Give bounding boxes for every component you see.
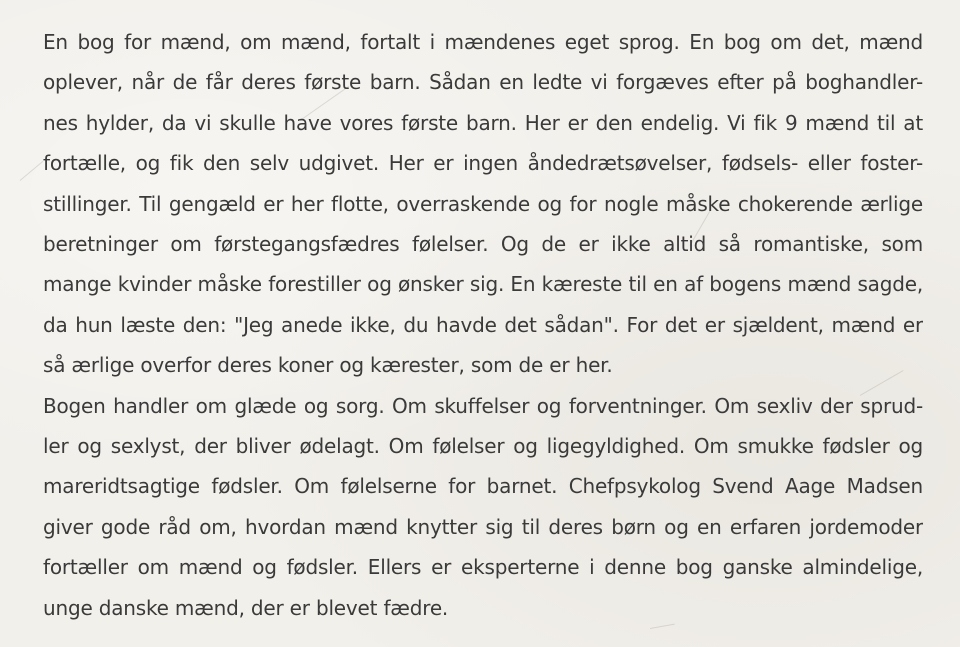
text-line: En bog for mænd, om mænd, fortalt i mændenes eget sprog. En bog om det, mænd [43, 30, 923, 54]
paragraph-2 [43, 386, 923, 628]
paper-scratch [20, 161, 44, 181]
text-line: mareridtsagtige fødsler. Om følelserne for barnet. Chefpsykolog Svend Aage Madsen [43, 474, 923, 499]
text-line: giver gode råd om, hvordan mænd knytter sig til deres børn og en erfaren jordemoder [43, 514, 923, 539]
text-line: nes hylder, da vi skulle have vores første barn. Her er den endelig. Vi fik 9 mænd til at [43, 110, 923, 135]
text-line: unge danske mænd, der er blevet fædre. [43, 595, 449, 620]
text-line: så ærlige overfor deres koner og kærester, som de er her. [43, 353, 613, 378]
text-line: fortælle, og fik den selv udgivet. Her er ingen åndedrætsøvelser, fødsels- eller foster- [43, 151, 923, 176]
book-description [43, 22, 923, 628]
text-line: Bogen handler om glæde og sorg. Om skuffelser og forventninger. Om sexliv der sprud- [43, 393, 923, 418]
text-line: stillinger. Til gengæld er her flotte, overraskende og for nogle måske chokerende ærlige [43, 191, 923, 216]
text-line: beretninger om førstegangsfædres følelser. Og de er ikke altid så romantiske, som [43, 232, 923, 257]
text-line: mange kvinder måske forestiller og ønsker sig. En kæreste til en af bogens mænd sagde, [43, 272, 923, 297]
text-line: ler og sexlyst, der bliver ødelagt. Om følelser og ligegyldighed. Om smukke fødsler og [43, 434, 923, 459]
text-line: da hun læste den: "Jeg anede ikke, du havde det sådan". For det er sjældent, mænd er [43, 312, 923, 337]
text-line: fortæller om mænd og fødsler. Ellers er eksperterne i denne bog ganske almindelige, [43, 555, 923, 580]
text-line: oplever, når de får deres første barn. Sådan en ledte vi forgæves efter på boghandler- [43, 70, 923, 95]
paragraph-1 [43, 22, 923, 386]
